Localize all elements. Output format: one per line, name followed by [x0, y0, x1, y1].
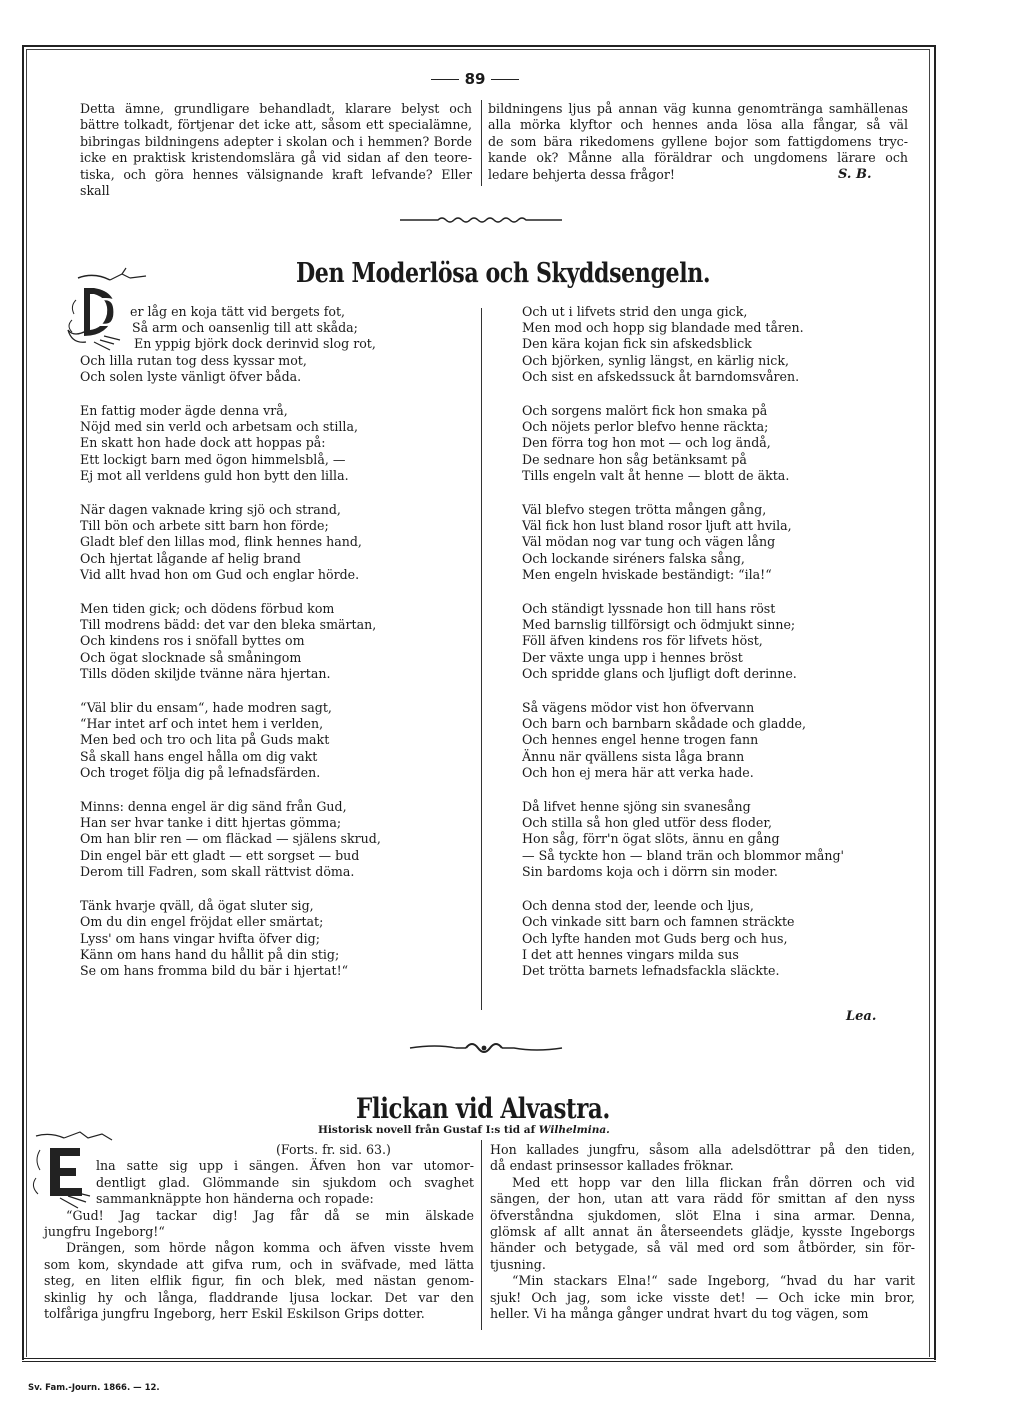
text-line: bibringas bildningens adepter i skolan och i hemmen? Borde [80, 133, 472, 149]
poem-verse: Så arm och oansenlig till att skåda; [132, 320, 358, 336]
poem-stanza [80, 601, 381, 682]
text-line: sängen, der hon, utan att vara rädd för smittan af den nyss [490, 1191, 915, 1207]
poem-stanza [522, 403, 844, 484]
poem-stanza [522, 799, 844, 880]
swirl-divider-ornament [406, 1038, 566, 1058]
story-subtitle [318, 1124, 610, 1136]
poem-verse: Minns: denna engel är dig sänd från Gud, [80, 799, 347, 815]
poem-stanza [80, 502, 381, 583]
text-line: dentligt glad. Glömmande sin sjukdom och svaghet [96, 1174, 474, 1190]
text-line: sammanknäppte hon händerna och ropade: [96, 1191, 374, 1207]
text-line: Med ett hopp var den lilla flickan från dörren och vid [512, 1174, 915, 1190]
poem-verse: er låg en koja tätt vid bergets fot, [130, 304, 346, 319]
text-line: “Gud! Jag tackar dig! Jag får då se min älskade [66, 1207, 474, 1223]
text-line: kande ok? Månne alla föräldrar och ungdomens lärare och [488, 150, 908, 166]
text-line: händer och betygade, så väl med ord som åtbörder, sin för- [490, 1240, 915, 1256]
bottom-rule-1 [22, 1358, 936, 1359]
text-line: steg, en liten elflik figur, fin och blek, med nästan genom- [44, 1273, 474, 1289]
page-number-dash-right [491, 79, 519, 80]
poem-stanza [80, 304, 381, 385]
poem-verse: Till bön och arbete sitt barn hon förde; [80, 518, 329, 534]
poem-verse: Tills engeln valt åt henne — blott de äkta. [522, 467, 790, 483]
text-line: öfverståndna sjukdomen, slöt Elna i sina armar. Denna, [490, 1207, 915, 1223]
poem-stanza [522, 502, 844, 583]
poem-verse: En yppig björk dock derinvid slog rot, [134, 336, 376, 352]
poem-stanza [80, 799, 381, 880]
poem-verse: Der växte unga upp i hennes bröst [522, 649, 743, 665]
text-line: tjusning. [490, 1256, 546, 1272]
poem-verse: Och vinkade sitt barn och famnen sträckte [522, 914, 795, 930]
poem-verse: Lyss' om hans vingar hvifta öfver dig; [80, 930, 320, 946]
dropcap-e-letter: E [54, 1192, 55, 1193]
poem-verse: “Väl blir du ensam“, hade modren sagt, [80, 700, 332, 716]
page-number-text: 89 [464, 70, 486, 88]
poem-verse: Det trötta barnets lefnadsfackla släckte. [522, 962, 780, 978]
text-line: bättre tolkadt, förtjenar det icke att, såsom ett specialämne, [80, 117, 472, 133]
intro-signature: S. B. [838, 167, 872, 182]
text-line: tiska, och göra hennes välsignande kraft lefvande? Eller skall [80, 166, 472, 198]
poem-verse: Med barnslig tillförsigt och ödmjukt sinne; [522, 617, 796, 633]
poem-verse: Om han blir ren — om fläckad — själens skrud, [80, 831, 381, 847]
poem-right-column [522, 304, 844, 997]
poem-verse: Och hjertat lågande af helig brand [80, 550, 301, 566]
poem-stanza [522, 898, 844, 979]
story-column-rule [481, 1140, 482, 1330]
text-line: ledare behjerta dessa frågor! [488, 166, 675, 182]
poem-verse: Så skall hans engel hålla om dig vakt [80, 748, 318, 764]
poem-verse: Och lilla rutan tog dess kyssar mot, [80, 352, 307, 368]
story-left-column [44, 1142, 474, 1322]
poem-verse: Och sorgens malört fick hon smaka på [522, 403, 768, 419]
poem-verse: Och barn och barnbarn skådade och gladde, [522, 716, 806, 732]
poem-verse: Ännu när qvällens sista låga brann [522, 748, 745, 764]
text-line: glömsk af allt annat än återseendets glädje, kysste Ingeborgs [490, 1223, 915, 1239]
poem-verse: Men engeln hviskade beständigt: “ila!“ [522, 566, 772, 582]
text-line: tolfåriga jungfru Ingeborg, herr Eskil Eskilson Grips dotter. [44, 1305, 425, 1321]
text-line: Hon kallades jungfru, såsom alla adelsdöttrar på den tiden, [490, 1142, 915, 1157]
poem-verse: Väl fick hon lust bland rosor ljuft att hvila, [522, 518, 792, 534]
footer-journal-ref: Sv. Fam.-Journ. 1866. — 12. [28, 1383, 160, 1393]
poem-verse: Ej mot all verldens guld hon bytt den lilla. [80, 467, 349, 483]
text-line: de som bära rikedomens gyllene bojor som fattigdomens tryc- [488, 133, 908, 149]
text-line: heller. Vi ha många gånger undrat hvart du tog vägen, som [490, 1305, 869, 1321]
poem-stanza [522, 304, 844, 385]
poem-verse: Och spridde glans och ljufligt doft derinne. [522, 665, 797, 681]
poem-verse: Till modrens bädd: det var den bleka smärtan, [80, 617, 377, 633]
text-line: sjuk! Och jag, som icke visste det! — Och icke min bror, [490, 1289, 915, 1305]
poem-verse: Hon såg, förr'n ögat slöts, ännu en gång [522, 831, 780, 847]
text-line: (Forts. fr. sid. 63.) [276, 1142, 391, 1157]
poem-verse: Nöjd med sin verld och arbetsam och stilla, [80, 419, 358, 435]
text-line: Detta ämne, grundligare behandladt, klarare belyst och [80, 101, 472, 116]
text-line: Drängen, som hörde någon komma och äfven visste hvem [66, 1240, 474, 1256]
poem-verse: En skatt hon hade dock att hoppas på: [80, 435, 326, 451]
poem-title: Den Moderlösa och Skyddsengeln. [296, 258, 711, 289]
poem-verse: Och kindens ros i snöfall byttes om [80, 633, 305, 649]
poem-verse: Men bed och tro och lita på Guds makt [80, 732, 330, 748]
story-right-column [490, 1142, 915, 1322]
poem-verse: I det att hennes vingars milda sus [522, 946, 739, 962]
poem-verse: Och nöjets perlor blefvo henne räckta; [522, 419, 769, 435]
poem-verse: Din engel bär ett gladt — ett sorgset — bud [80, 847, 360, 863]
poem-verse: — Så tyckte hon — bland trän och blommor mång' [522, 847, 844, 863]
page-number [420, 70, 530, 88]
poem-verse: Ett lockigt barn med ögon himmelsblå, — [80, 451, 346, 467]
poem-verse: Och troget följa dig på lefnadsfärden. [80, 764, 321, 780]
poem-verse: Gladt blef den lillas mod, flink hennes hand, [80, 534, 362, 550]
poem-verse: Men mod och hopp sig blandade med tåren. [522, 320, 804, 336]
poem-verse: Föll äfven kindens ros för lifvets höst, [522, 633, 763, 649]
poem-verse: Och sist en afskedssuck åt barndomsvåren. [522, 368, 800, 384]
poem-signature: Lea. [846, 1009, 877, 1024]
story-author: Wilhelmina. [538, 1124, 610, 1136]
poem-verse: De sednare hon såg betänksamt på [522, 451, 747, 467]
poem-column-rule [481, 308, 482, 1010]
text-line: som kom, skyndade att gifva rum, och in sväfvade, med lätta [44, 1256, 474, 1272]
poem-verse: Den förra tog hon mot — och log ändå, [522, 435, 771, 451]
poem-stanza [522, 700, 844, 781]
poem-verse: En fattig moder ägde denna vrå, [80, 403, 288, 419]
text-line: lna satte sig upp i sängen. Äfven hon var utomor- [96, 1158, 474, 1174]
poem-verse: Och stilla så hon gled utför dess floder, [522, 815, 773, 831]
poem-verse: Så vägens mödor vist hon öfvervann [522, 700, 755, 716]
intro-column-rule [481, 100, 482, 186]
intro-left-column [80, 101, 472, 198]
poem-stanza [80, 403, 381, 484]
text-line: skinlig hy och långa, fladdrande ljusa lockar. Det var den [44, 1289, 474, 1305]
poem-left-column [80, 304, 381, 997]
text-line: då endast prinsessor kallades fröknar. [490, 1158, 734, 1174]
poem-verse: Derom till Fadren, som skall rättvist döma. [80, 863, 355, 879]
poem-verse: Och björken, synlig längst, en kärlig nick, [522, 352, 789, 368]
story-title: Flickan vid Alvastra. [356, 1092, 610, 1125]
story-subtitle-prefix: Historisk novell från Gustaf I:s tid af [318, 1124, 536, 1136]
text-line: alla mörka klyftor och hennes anda lösa alla fångar, så väl [488, 117, 908, 133]
text-line: bildningens ljus på annan väg kunna genomtränga samhällenas [488, 101, 908, 116]
poem-verse: Om du din engel fröjdat eller smärtat; [80, 914, 324, 930]
poem-verse: Och ut i lifvets strid den unga gick, [522, 304, 748, 319]
poem-verse: Och denna stod der, leende och ljus, [522, 898, 754, 914]
poem-verse: Väl blefvo stegen trötta mången gång, [522, 502, 767, 518]
poem-verse: Och ögat slocknade så småningom [80, 649, 302, 665]
text-line: icke en praktisk kristendomslära gå vid sidan af den teore- [80, 150, 472, 166]
poem-stanza [522, 601, 844, 682]
page-number-dash-left [431, 79, 459, 80]
poem-verse: Då lifvet henne sjöng sin svanesång [522, 799, 751, 815]
poem-verse: Tänk hvarje qväll, då ögat sluter sig, [80, 898, 314, 914]
poem-verse: Han ser hvar tanke i ditt hjertas gömma; [80, 815, 342, 831]
poem-verse: Sin bardoms koja och i dörrn sin moder. [522, 863, 778, 879]
wavy-divider-ornament [398, 213, 564, 227]
poem-verse: När dagen vaknade kring sjö och strand, [80, 502, 341, 518]
poem-verse: Och lyfte handen mot Guds berg och hus, [522, 930, 788, 946]
text-line: jungfru Ingeborg!“ [44, 1223, 165, 1239]
poem-verse: Och solen lyste vänligt öfver båda. [80, 368, 302, 384]
poem-verse: Men tiden gick; och dödens förbud kom [80, 601, 335, 617]
poem-verse: Och lockande siréners falska sång, [522, 550, 745, 566]
poem-verse: Den kära kojan fick sin afskedsblick [522, 336, 752, 352]
poem-verse: Och hon ej mera här att verka hade. [522, 764, 754, 780]
dropcap-d-letter: D [90, 290, 123, 335]
poem-stanza [80, 700, 381, 781]
poem-verse: Vid allt hvad hon om Gud och englar hörde. [80, 566, 360, 582]
poem-verse: Se om hans fromma bild du bär i hjertat!“ [80, 962, 349, 978]
poem-verse: Och ständigt lyssnade hon till hans röst [522, 601, 776, 617]
poem-verse: Väl mödan nog var tung och vägen lång [522, 534, 776, 550]
poem-verse: Tills döden skiljde tvänne nära hjertan. [80, 665, 331, 681]
text-line: “Min stackars Elna!“ sade Ingeborg, “hvad du har varit [512, 1273, 915, 1289]
poem-verse: Och hennes engel henne trogen fann [522, 732, 759, 748]
poem-verse: Känn om hans hand du hållit på din stig; [80, 946, 340, 962]
poem-verse: “Har intet arf och intet hem i verlden, [80, 716, 324, 732]
bottom-rule-2 [22, 1361, 936, 1362]
poem-stanza [80, 898, 381, 979]
